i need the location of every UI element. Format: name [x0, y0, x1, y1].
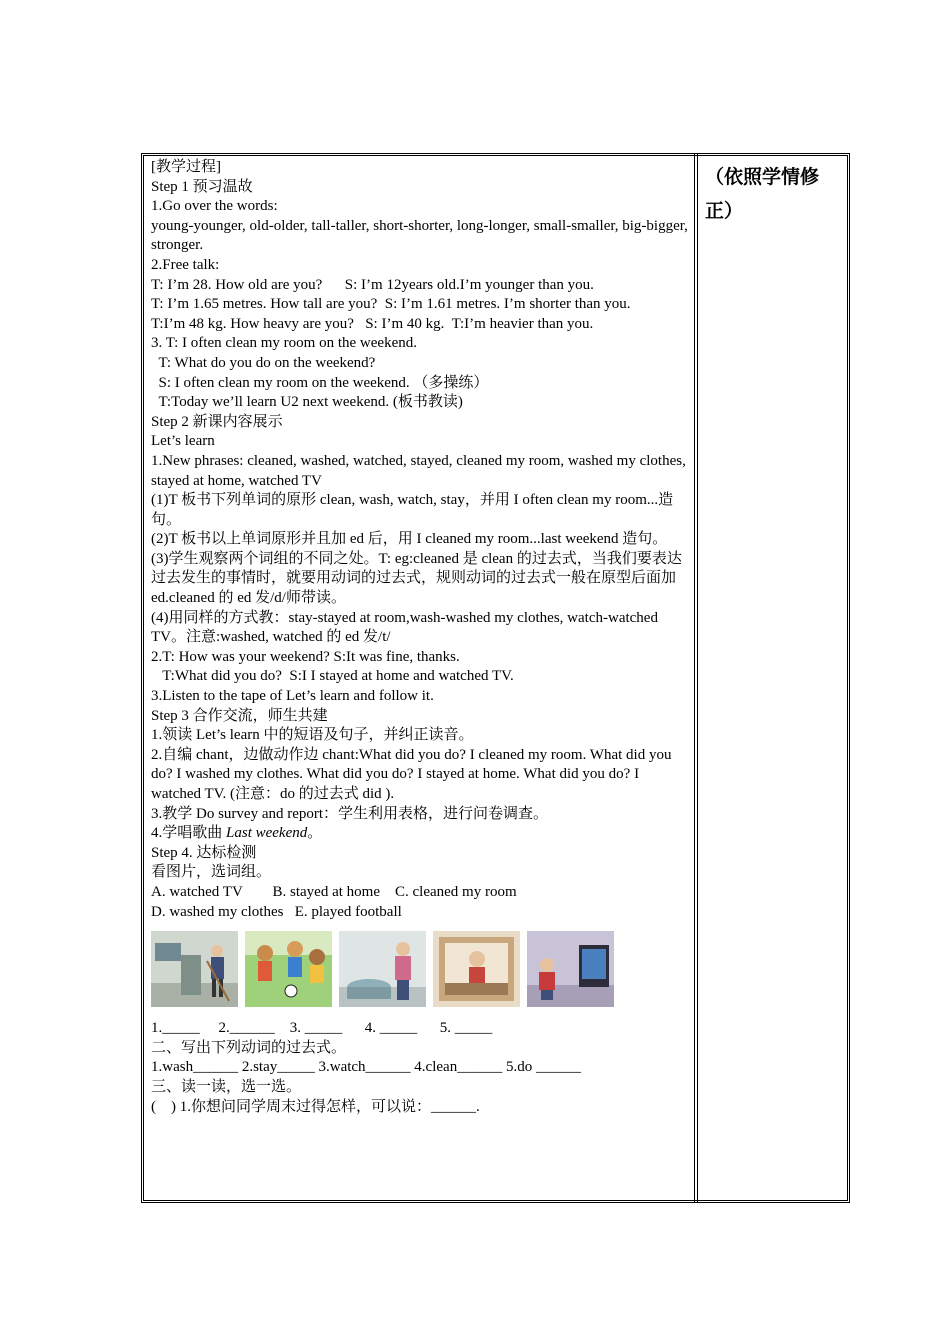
text-line: 3. T: I often clean my room on the weekend.	[151, 335, 417, 352]
part-3-heading: 三、读一读，选一选。	[151, 1078, 302, 1095]
text-line: young-younger, old-older, tall-taller, short-shorter, long-longer, small-smaller, big-bigger, stronger.	[151, 217, 688, 254]
text-line: 2.Free talk:	[151, 256, 220, 273]
revision-note: （依照学情修正）	[705, 166, 820, 222]
teaching-process-cell	[151, 158, 691, 1117]
picture-staying-at-home	[433, 931, 520, 1007]
text-line: (3)学生观察两个词组的不同之处。T: eg:cleaned 是 clean 的过去式，当我们要表达过去发生的事情时，就要用动词的过去式，规则动词的过去式一般在原型后面加 ed.cleaned 的 ed 发/d/师带读。	[151, 550, 682, 607]
text-line: 3.教学 Do survey and report：学生利用表格，进行问卷调查。	[151, 805, 549, 822]
question-line: ( ) 1.你想问同学周末过得怎样，可以说：______.	[151, 1098, 480, 1115]
song-title: Last weekend	[226, 825, 308, 842]
text-line: 看图片，选词组。	[151, 864, 272, 881]
picture-row	[151, 931, 691, 1007]
text-line: 1.Go over the words:	[151, 198, 278, 215]
step-2-heading: Step 2 新课内容展示	[151, 413, 283, 430]
text-line: (1)T 板书下列单词的原形 clean, wash, watch, stay，并用 I often clean my room...造句。	[151, 492, 674, 528]
past-tense-exercise: 1.wash______ 2.stay_____ 3.watch______ 4.clean______ 5.do ______	[151, 1059, 581, 1076]
text-line: T:Today we’ll learn U2 next weekend. (板书教读)	[151, 394, 463, 411]
text-line: 3.Listen to the tape of Let’s learn and follow it.	[151, 688, 434, 705]
option-line: D. washed my clothes E. played football	[151, 903, 402, 920]
part-2-heading: 二、写出下列动词的过去式。	[151, 1039, 347, 1056]
option-line: A. watched TV B. stayed at home C. cleaned my room	[151, 883, 517, 900]
text-line: T: I’m 28. How old are you? S: I’m 12years old.I’m younger than you.	[151, 276, 594, 293]
text-line: (2)T 板书以上单词原形并且加 ed 后，用 I cleaned my room...last weekend 造句。	[151, 531, 668, 548]
text-line: (4)用同样的方式教：stay-stayed at room,wash-washed my clothes, watch-watched TV。注意:washed, watched 的 ed 发/t/	[151, 609, 658, 646]
picture-watching-tv	[527, 931, 614, 1007]
text-line: Let’s learn	[151, 433, 215, 450]
column-divider	[694, 153, 698, 1203]
text-line: T: I’m 1.65 metres. How tall are you? S: I’m 1.61 metres. I’m shorter than you.	[151, 296, 631, 313]
song-suffix: 。	[307, 825, 323, 842]
section-heading: [教学过程]	[151, 159, 221, 175]
song-prefix: 4.学唱歌曲	[151, 825, 227, 842]
text-line: T:I’m 48 kg. How heavy are you? S: I’m 40 kg. T:I’m heavier than you.	[151, 315, 594, 332]
step-3-heading: Step 3 合作交流，师生共建	[151, 707, 328, 724]
answer-blanks: 1._____ 2.______ 3. _____ 4. _____ 5. _____	[151, 1020, 493, 1037]
text-line	[151, 824, 691, 844]
text-line: T: What do you do on the weekend?	[151, 354, 376, 371]
picture-playing-football	[245, 931, 332, 1007]
text-line: T:What did you do? S:I I stayed at home and watched TV.	[151, 668, 514, 685]
text-line: 2.自编 chant，边做动作边 chant:What did you do? I cleaned my room. What did you do? I washed my clothes. What did you do? I stayed at home. What did you do? I watched TV. (注意：do 的过去式 did ).	[151, 746, 672, 802]
text-line: 1.领读 Let’s learn 中的短语及句子，并纠正读音。	[151, 727, 474, 744]
picture-washing-clothes	[339, 931, 426, 1007]
step-1-heading: Step 1 预习温故	[151, 178, 253, 195]
text-line: S: I often clean my room on the weekend. （多操练）	[151, 374, 489, 391]
text-line: 1.New phrases: cleaned, washed, watched, stayed, cleaned my room, washed my clothes, stayed at home, watched TV	[151, 452, 686, 489]
picture-cleaning-room	[151, 931, 238, 1007]
step-4-heading: Step 4. 达标检测	[151, 844, 257, 861]
text-line: 2.T: How was your weekend? S:It was fine, thanks.	[151, 648, 460, 665]
